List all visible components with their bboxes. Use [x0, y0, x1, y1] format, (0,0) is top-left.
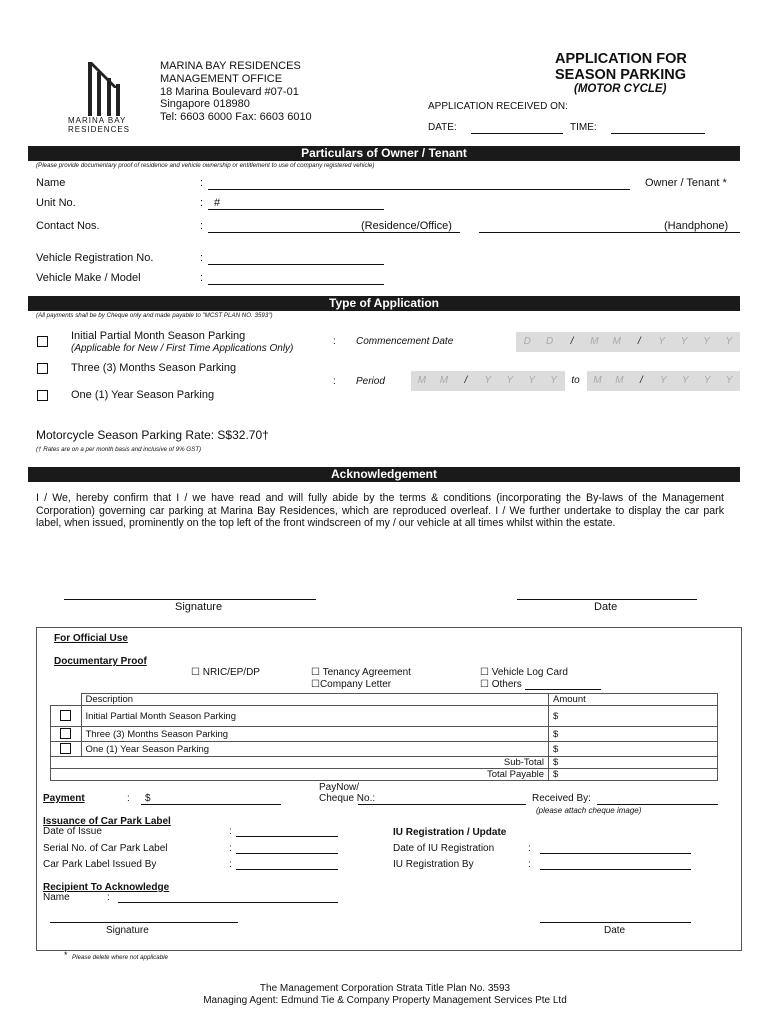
- amount-header: Amount: [549, 694, 718, 706]
- unit-colon: :: [200, 197, 204, 209]
- row1-checkbox[interactable]: [60, 710, 71, 721]
- iu-date-field[interactable]: [540, 853, 691, 854]
- issued-by-field[interactable]: [236, 869, 338, 870]
- logo: [66, 58, 142, 136]
- vehicle-log-option[interactable]: ☐ Vehicle Log Card: [480, 667, 568, 678]
- vehicle-reg-field[interactable]: [208, 264, 384, 265]
- row1-desc: Initial Partial Month Season Parking: [81, 706, 549, 727]
- payment-label: Payment: [43, 793, 85, 804]
- footer-line1: The Management Corporation Strata Title Plan No. 3593: [259, 983, 511, 994]
- total-label: Total Payable: [51, 769, 549, 781]
- iu-by-colon: :: [528, 859, 531, 870]
- footer-note: Please delete where not applicable: [72, 954, 168, 961]
- logo-text-line1: MARINA BAY: [68, 116, 127, 125]
- nric-option[interactable]: ☐ NRIC/EP/DP: [191, 667, 260, 678]
- period-until-cell: M: [593, 375, 602, 386]
- iu-by-field[interactable]: [540, 869, 691, 870]
- received-by-field[interactable]: [597, 804, 718, 805]
- commencement-date-cell: /: [570, 336, 574, 347]
- row3-amount[interactable]: $: [549, 742, 718, 757]
- commencement-date-cell: Y: [725, 336, 733, 347]
- unit-field[interactable]: [208, 209, 384, 210]
- marina-bay-logo-icon: [66, 58, 142, 118]
- serial-no-colon: :: [229, 843, 232, 854]
- cheque-no-field[interactable]: [358, 804, 526, 805]
- received-time-field[interactable]: [611, 133, 705, 134]
- row2-amount[interactable]: $: [549, 727, 718, 742]
- contact-colon: :: [200, 220, 204, 232]
- period-label: Period: [356, 376, 385, 387]
- issuance-title: Issuance of Car Park Label: [43, 816, 171, 827]
- vehicle-reg-label: Vehicle Registration No.: [36, 252, 154, 264]
- vehicle-make-colon: :: [200, 272, 204, 284]
- period-until-cell: Y: [725, 375, 733, 386]
- commencement-date-cell: D: [545, 336, 554, 347]
- table-header-row: [51, 694, 718, 706]
- iu-title: IU Registration / Update: [393, 827, 507, 838]
- residence-office-label: (Residence/Office): [361, 220, 452, 232]
- opt3-label: One (1) Year Season Parking: [71, 389, 215, 401]
- company-letter-option[interactable]: ☐Company Letter: [311, 679, 392, 690]
- commencement-date-cell: M: [590, 336, 599, 347]
- period-from-cell: Y: [484, 375, 492, 386]
- period-until-cell: Y: [703, 375, 711, 386]
- others-field[interactable]: [525, 689, 601, 690]
- rate-note: († Rates are on a per month basis and inclusive of 9% GST): [36, 446, 202, 453]
- recipient-name-label: Name: [43, 892, 70, 903]
- period-from-cell: Y: [528, 375, 535, 386]
- payment-colon: :: [127, 793, 130, 804]
- vehicle-reg-colon: :: [200, 252, 204, 264]
- owner-tenant-label: Owner / Tenant *: [645, 177, 727, 189]
- org-line-4: Singapore 018980: [160, 98, 250, 110]
- commencement-date-cell: Y: [658, 336, 665, 347]
- name-field[interactable]: [208, 189, 630, 190]
- commencement-date-cell: D: [523, 336, 531, 347]
- attach-note: (please attach cheque image): [536, 806, 642, 815]
- subtotal-amount[interactable]: $: [549, 757, 718, 769]
- period-from-cell: Y: [550, 375, 557, 386]
- payment-dollar: $: [145, 793, 151, 804]
- logo-text-line2: RESIDENCES: [68, 125, 131, 134]
- org-line-5: Tel: 6603 6000 Fax: 6603 6010: [160, 111, 312, 123]
- period-field[interactable]: [411, 371, 740, 391]
- iu-by-label: IU Registration By: [393, 859, 474, 870]
- issued-by-label: Car Park Label Issued By: [43, 859, 157, 870]
- org-line-2: MANAGEMENT OFFICE: [160, 73, 283, 85]
- subtotal-label: Sub-Total: [51, 757, 549, 769]
- recipient-date-line[interactable]: [540, 922, 691, 923]
- received-date-label: DATE:: [428, 122, 457, 133]
- three-months-checkbox[interactable]: [37, 363, 48, 374]
- iu-date-label: Date of IU Registration: [393, 843, 495, 854]
- payment-field[interactable]: [141, 804, 281, 805]
- received-date-field[interactable]: [471, 133, 563, 134]
- serial-no-field[interactable]: [236, 853, 338, 854]
- date-of-issue-colon: :: [229, 826, 232, 837]
- opt1-label: Initial Partial Month Season Parking: [71, 330, 246, 342]
- footer-line2: Managing Agent: Edmund Tie & Company Property Management Services Pte Ltd: [203, 995, 567, 1006]
- subtotal-row: [51, 757, 718, 769]
- ack-text: I / We, hereby confirm that I / we have read and will fully abide by the terms & conditions (incorporating the By-laws of the Management Corporation) governing car parking at Marina Bay Residences, which are reproduced overleaf. I / We further undertake to display the car park label, when issued, prominently on the top left of the front windscreen of my / our vehicle at all times whilst within the estate.: [36, 492, 724, 529]
- period-from-cell: M: [439, 375, 449, 386]
- unit-label: Unit No.: [36, 197, 76, 209]
- vehicle-make-label: Vehicle Make / Model: [36, 272, 141, 284]
- type-note: (All payments shall be by Cheque only and made payable to "MCST PLAN NO. 3593"): [36, 312, 273, 319]
- opt1-sublabel: (Applicable for New / First Time Applications Only): [71, 343, 294, 354]
- type-section-bar: Type of Application: [28, 296, 740, 311]
- iu-date-colon: :: [528, 843, 531, 854]
- commencement-colon: :: [333, 336, 336, 347]
- title-line1: APPLICATION FOR: [555, 51, 687, 67]
- title-line2: SEASON PARKING: [555, 67, 687, 83]
- desc-header: Description: [81, 694, 549, 706]
- owner-note: (Please provide documentary proof of residence and vehicle ownership or entitlement to use of company registered vehicle): [36, 162, 375, 169]
- doc-proof-title: Documentary Proof: [54, 656, 147, 667]
- period-from-cell: /: [464, 375, 468, 386]
- commencement-label: Commencement Date: [356, 336, 454, 347]
- commencement-date-cell: Y: [703, 336, 710, 347]
- org-line-3: 18 Marina Boulevard #07-01: [160, 86, 299, 98]
- period-until-cell: /: [639, 375, 643, 386]
- row2-checkbox[interactable]: [60, 728, 71, 739]
- date-of-issue-label: Date of Issue: [43, 826, 102, 837]
- footer-asterisk: *: [64, 950, 68, 960]
- one-year-checkbox[interactable]: [37, 390, 48, 401]
- tenancy-option[interactable]: ☐ Tenancy Agreement: [311, 667, 411, 678]
- commencement-date-cell: M: [612, 336, 621, 347]
- period-to-label: to: [565, 371, 587, 391]
- unit-prefix: #: [214, 197, 221, 209]
- recipient-signature-label: Signature: [106, 925, 149, 936]
- paynow-label-1: PayNow/: [319, 782, 360, 793]
- date-of-issue-field[interactable]: [236, 836, 338, 837]
- commencement-date-cell: /: [637, 336, 641, 347]
- subtitle: (MOTOR CYCLE): [574, 83, 667, 95]
- table-row: [51, 706, 718, 727]
- row3-checkbox[interactable]: [60, 743, 71, 754]
- row1-amount[interactable]: $: [549, 706, 718, 727]
- period-until-cell: Y: [681, 375, 689, 386]
- table-row: [51, 742, 718, 757]
- period-until-cell: Y: [659, 375, 667, 386]
- name-label: Name: [36, 177, 66, 189]
- name-colon: :: [200, 177, 204, 189]
- vehicle-make-field[interactable]: [208, 284, 384, 285]
- table-row: [51, 727, 718, 742]
- initial-partial-checkbox[interactable]: [37, 336, 48, 347]
- recipient-title: Recipient To Acknowledge: [43, 882, 170, 893]
- contact-residence-field[interactable]: [208, 232, 460, 233]
- period-until-cell: M: [615, 375, 624, 386]
- received-on-label: APPLICATION RECEIVED ON:: [428, 101, 568, 112]
- recipient-signature-line[interactable]: [50, 922, 238, 923]
- received-by-label: Received By:: [532, 793, 591, 804]
- ack-section-bar: Acknowledgement: [28, 467, 740, 482]
- period-from-cell: M: [417, 375, 427, 386]
- fees-table: [50, 693, 718, 781]
- paynow-label-2: Cheque No.:: [319, 793, 376, 804]
- ack-date-line[interactable]: [517, 599, 697, 600]
- ack-signature-label: Signature: [175, 601, 223, 613]
- issued-by-colon: :: [229, 859, 232, 870]
- ack-date-label: Date: [594, 601, 618, 613]
- contact-label: Contact Nos.: [36, 220, 100, 232]
- received-time-label: TIME:: [570, 122, 597, 133]
- others-option[interactable]: ☐ Others: [480, 679, 522, 690]
- recipient-name-field[interactable]: [118, 902, 338, 903]
- commencement-date-field[interactable]: [516, 332, 740, 352]
- row2-desc: Three (3) Months Season Parking: [81, 727, 549, 742]
- org-line-1: MARINA BAY RESIDENCES: [160, 60, 301, 72]
- total-row: [51, 769, 718, 781]
- period-from-cell: Y: [506, 375, 514, 386]
- opt2-label: Three (3) Months Season Parking: [71, 362, 237, 374]
- contact-handphone-field[interactable]: [479, 232, 740, 233]
- total-amount[interactable]: $: [549, 769, 718, 781]
- row3-desc: One (1) Year Season Parking: [81, 742, 549, 757]
- owner-section-bar: Particulars of Owner / Tenant: [28, 146, 740, 161]
- recipient-date-label: Date: [604, 925, 626, 936]
- commencement-date-cell: Y: [680, 336, 688, 347]
- rate-text: Motorcycle Season Parking Rate: S$32.70†: [36, 428, 269, 442]
- official-title: For Official Use: [54, 633, 128, 644]
- handphone-label: (Handphone): [664, 220, 729, 232]
- serial-no-label: Serial No. of Car Park Label: [43, 843, 168, 854]
- recipient-name-colon: :: [107, 892, 110, 903]
- ack-signature-line[interactable]: [64, 599, 316, 600]
- period-colon: :: [333, 376, 336, 387]
